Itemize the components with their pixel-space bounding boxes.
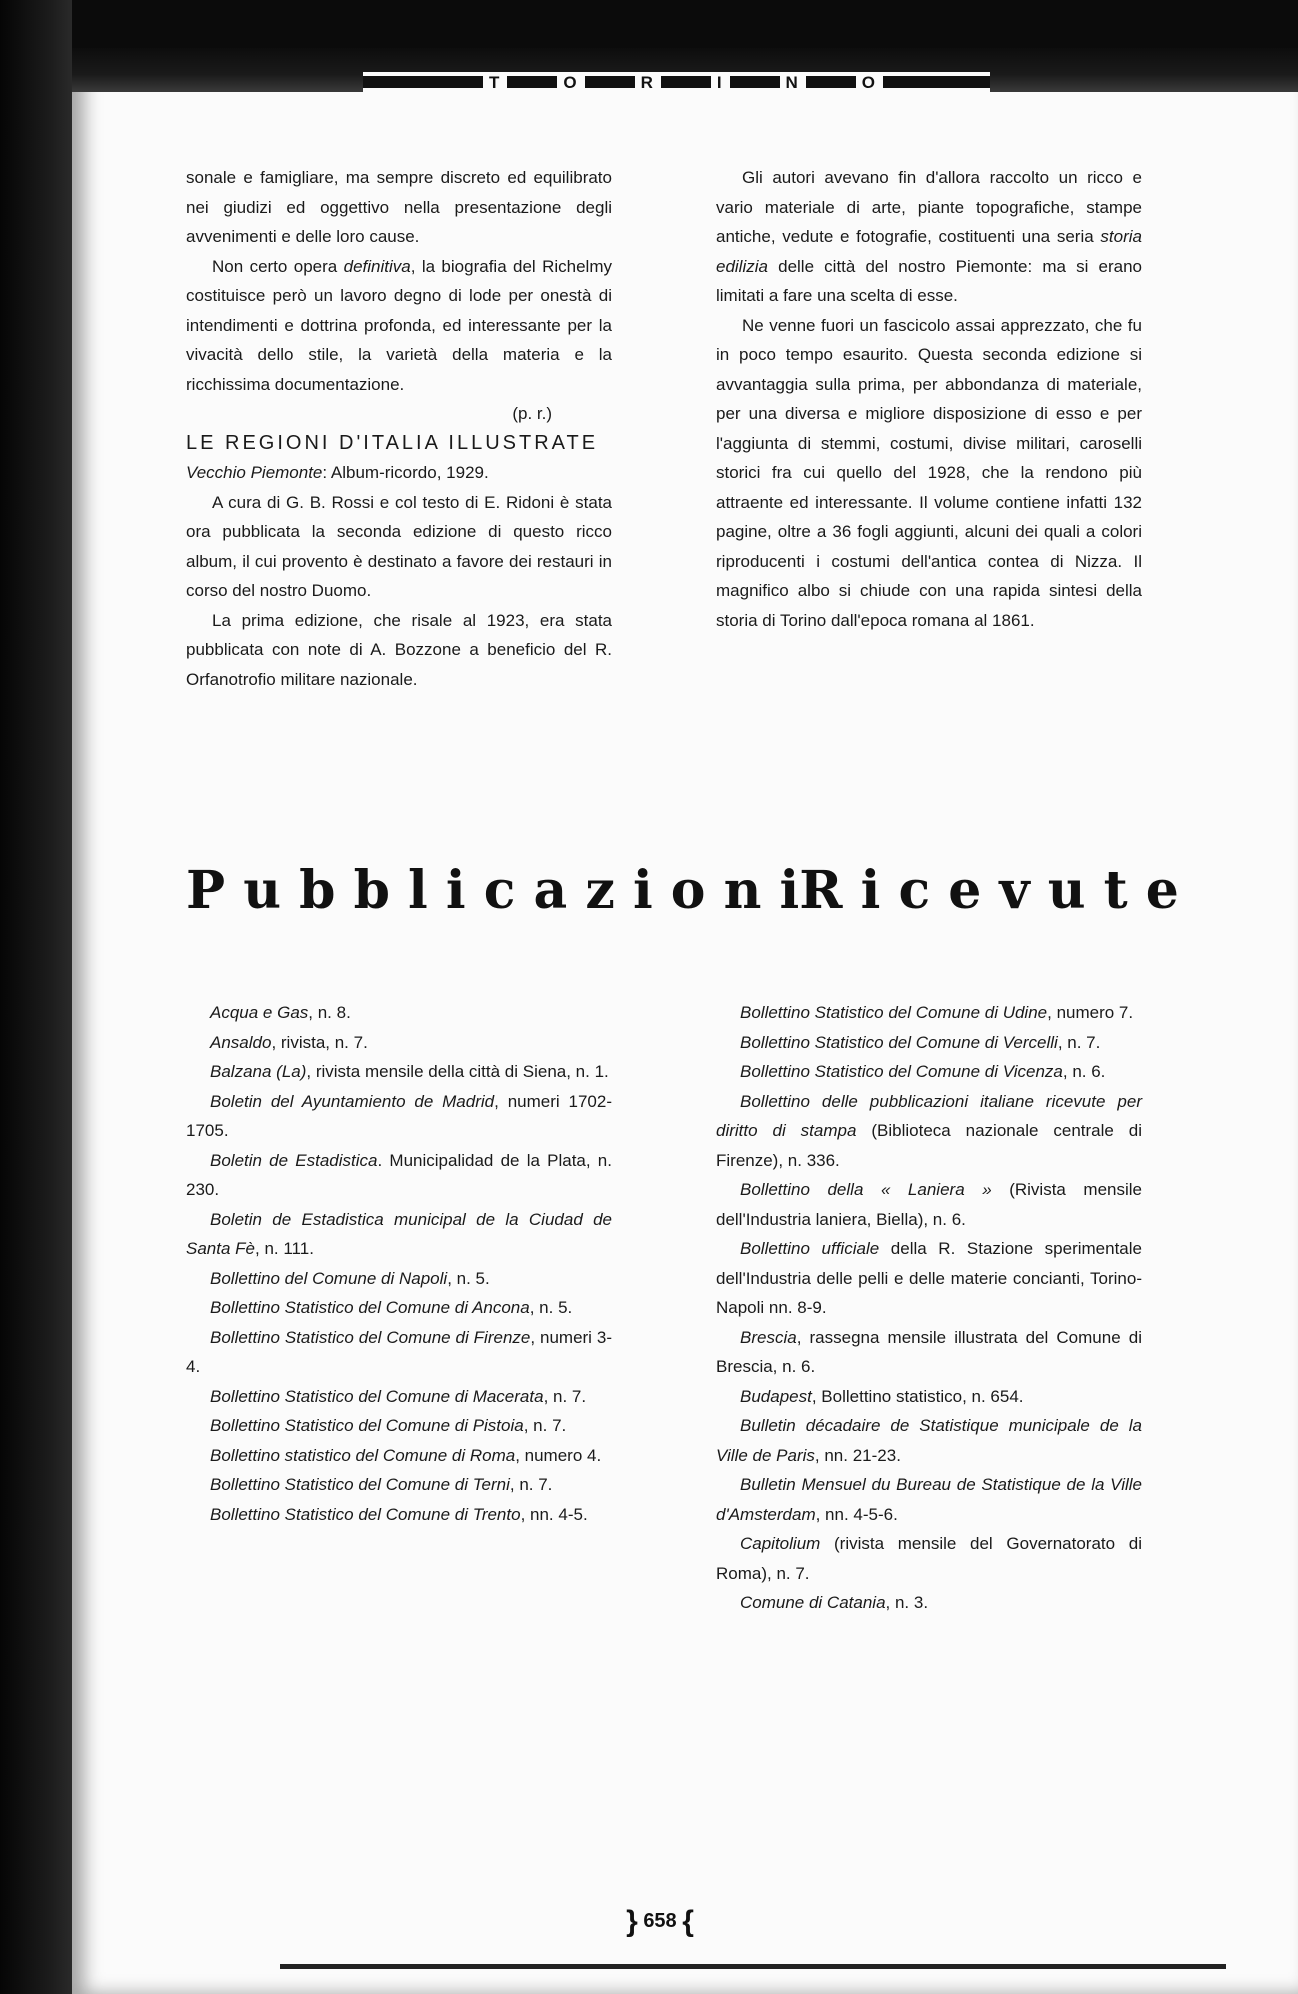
running-header [363, 72, 990, 94]
publication-details: , numero 7. [1047, 1003, 1134, 1022]
publication-entry [186, 1470, 612, 1500]
publication-details: , n. 7. [1057, 1032, 1101, 1052]
paragraph: sonale e famigliare, ma sempre discreto ed equilibrato nei giudizi ed oggettivo nella presentazione degli avvenimenti e delle loro cause. [186, 168, 612, 246]
publication-title: Boletin de Estadistica municipal de la Ciudad de Santa Fè [186, 1209, 612, 1258]
received-list-right [716, 998, 1142, 1618]
running-header-title [483, 72, 883, 94]
paragraph: La prima edizione, che risale al 1923, era stata pubblicata con note di A. Bozzone a beneficio del R. Orfanotrofio militare nazionale. [186, 610, 612, 689]
publication-details: (Rivista mensile dell'Industria laniera, Biella), n. 6. [716, 1180, 1142, 1229]
section-heading: LE REGIONI D'ITALIA ILLUSTRATE [186, 431, 599, 454]
publication-title: Balzana (La) [210, 1062, 307, 1081]
italic-run: storia edilizia [716, 227, 1142, 276]
section-title [186, 860, 1179, 921]
publication-entry [186, 1441, 612, 1471]
paragraph: Ne venne fuori un fascicolo assai apprezzato, che fu in poco tempo esaurito. Questa seconda edizione si avvantaggia sulla prima, per abbondanza di materiale, per una diversa e migliore disposizione di esso e per l'aggiunta di stemmi, costumi, divise militari, caroselli storici fra cui quello del 1928, che la rendono più attraente ed interessante. Il volume contiene infatti 132 pagine, oltre a 36 fogli aggiunti, alcuni dei quali a colori riproducenti i costumi dell'antica contea di Nizza. Il magnifico albo si chiude con una rapida sintesi della storia di Torino dall'epoca romana al 1861. [716, 315, 1142, 630]
publication-entry [186, 1028, 612, 1058]
publication-entry [716, 1529, 1142, 1588]
publication-details: , rivista, n. 7. [271, 1032, 368, 1052]
publication-title: Boletin de Estadistica [210, 1150, 378, 1170]
text-run: delle città del nostro Piemonte: ma si erano limitati a fare una scelta di esse. [716, 256, 1142, 305]
publication-title: Bollettino Statistico del Comune di Trento [210, 1504, 521, 1524]
publication-title: Bollettino ufficiale [740, 1239, 880, 1258]
book-citation [186, 458, 612, 488]
publication-details: , n. 5. [529, 1298, 573, 1317]
publication-entry [186, 1087, 612, 1146]
publication-entry [186, 1411, 612, 1441]
publication-entry [716, 1382, 1142, 1412]
publication-entry [186, 1293, 612, 1323]
paragraph [716, 163, 1142, 311]
publication-entry [716, 1028, 1142, 1058]
publication-title: Bollettino statistico del Comune di Roma [210, 1445, 516, 1465]
publication-details: della R. Stazione sperimentale dell'Industria delle pelli e delle materie concianti, Torino-Napoli nn. 8-9. [716, 1239, 1142, 1317]
author-signature: (p. r.) [512, 404, 552, 423]
publication-entry [716, 1588, 1142, 1618]
publication-details: , rivista mensile della città di Siena, n. 1. [306, 1062, 609, 1081]
paragraph: A cura di G. B. Rossi e col testo di E. Ridoni è stata ora pubblicata la seconda edizione di questo ricco album, il cui provento è destinato a favore dei restauri in corso del nostro Duomo. [186, 492, 612, 600]
bottom-rule [280, 1964, 1226, 1969]
publication-details: , n. 7. [509, 1475, 553, 1494]
publication-details: , nn. 4-5. [520, 1504, 588, 1524]
book-title: Vecchio Piemonte [186, 463, 323, 482]
header-letter: R [635, 72, 661, 94]
publication-title: Bollettino Statistico del Comune di Ancona [210, 1298, 530, 1317]
publication-entry [716, 1087, 1142, 1176]
brace-left-icon: } [626, 1905, 638, 1938]
title-word: P u b b l i c a z i o n i [186, 860, 800, 921]
publication-title: Bulletin Mensuel du Bureau de Statistique de la Ville d'Amsterdam [716, 1475, 1142, 1524]
publication-title: Bollettino delle pubblicazioni italiane ricevute per diritto di stampa [716, 1091, 1142, 1140]
publication-title: Bollettino Statistico del Comune di Vicenza [740, 1062, 1063, 1081]
publication-details: , numeri 3-4. [186, 1327, 612, 1376]
text-run: Gli autori avevano fin d'allora raccolto un ricco e vario materiale di arte, piante topografiche, stampe antiche, vedute e fotografie, costituenti una seria [716, 168, 1142, 246]
column-top-left [186, 163, 612, 694]
brace-right-icon: { [682, 1905, 694, 1938]
publication-title: Boletin del Ayuntamiento de Madrid [210, 1091, 495, 1111]
publication-entry [186, 1057, 612, 1087]
publication-details: , n. 111. [255, 1239, 314, 1258]
header-letter: N [780, 72, 806, 94]
publication-entry [716, 1470, 1142, 1529]
publication-title: Budapest [740, 1386, 812, 1406]
header-letter: O [557, 72, 584, 94]
publication-entry [716, 1411, 1142, 1470]
publication-title: Bollettino della « Laniera » [740, 1180, 992, 1199]
publication-entry [186, 1205, 612, 1264]
publication-details: , nn. 4-5-6. [815, 1504, 898, 1524]
publication-details: (Biblioteca nazionale centrale di Firenze), n. 336. [716, 1121, 1143, 1170]
publication-entry [716, 1057, 1142, 1087]
publication-title: Bulletin décadaire de Statistique municipale de la Ville de Paris [716, 1416, 1142, 1465]
publication-entry [716, 1323, 1142, 1382]
publication-title: Acqua e Gas [210, 1003, 309, 1022]
publication-details: , n. 5. [447, 1268, 490, 1288]
publication-entry [716, 1175, 1142, 1234]
publication-details: , numeri 1702-1705. [186, 1091, 612, 1140]
header-letter: O [856, 72, 883, 94]
publication-title: Brescia [740, 1327, 797, 1347]
publication-title: Bollettino Statistico del Comune di Udine [740, 1003, 1048, 1022]
publication-details: , n. 6. [1062, 1062, 1106, 1081]
publication-details: , nn. 21-23. [814, 1445, 901, 1465]
publication-details: (rivista mensile del Governatorato di Roma), n. 7. [716, 1534, 1142, 1583]
header-letter: I [711, 72, 730, 94]
text-run: , la biografia del Richelmy costituisce però un lavoro degno di lode per onestà di intendimenti e dottrina profonda, ed interessante per la vivacità dello stile, la varietà della materia e la ricchissima documentazione. [186, 256, 612, 394]
received-list-left [186, 998, 612, 1529]
publication-details: . Municipalidad de la Plata, n. 230. [186, 1150, 612, 1199]
publication-details: , Bollettino statistico, n. 654. [811, 1386, 1024, 1406]
paragraph [186, 252, 612, 400]
publication-title: Bollettino Statistico del Comune di Macerata [210, 1386, 544, 1406]
publication-entry [186, 1146, 612, 1205]
publication-entry [186, 1500, 612, 1530]
publication-title: Bollettino Statistico del Comune di Pistoia [210, 1416, 524, 1435]
publication-title: Bollettino Statistico del Comune di Terni [210, 1475, 510, 1494]
text-run: Non certo opera [212, 256, 344, 276]
publication-entry [186, 1382, 612, 1412]
text-run: : Album-ricordo, 1929. [322, 463, 489, 482]
column-top-right [716, 163, 1142, 635]
header-letter: T [483, 72, 507, 94]
publication-details: , n. 7. [543, 1386, 587, 1406]
page-number-text: 658 [643, 1910, 677, 1932]
publication-details: , rassegna mensile illustrata del Comune di Brescia, n. 6. [716, 1327, 1142, 1376]
title-word: R i c e v u t e [799, 860, 1179, 921]
italic-run: definitiva [343, 256, 411, 276]
publication-details: , numero 4. [515, 1445, 602, 1465]
publication-details: , n. 7. [523, 1416, 567, 1435]
publication-details: , n. 3. [885, 1593, 929, 1612]
publication-title: Capitolium [740, 1534, 821, 1553]
publication-title: Bollettino del Comune di Napoli [210, 1268, 448, 1288]
publication-title: Bollettino Statistico del Comune di Firenze [210, 1327, 531, 1347]
publication-entry [716, 998, 1142, 1028]
publication-entry [716, 1234, 1142, 1323]
publication-title: Comune di Catania [740, 1593, 886, 1612]
scan-frame-left [0, 0, 72, 1994]
publication-entry [186, 998, 612, 1028]
publication-title: Ansaldo [210, 1032, 272, 1052]
page-number [560, 1905, 760, 1939]
publication-title: Bollettino Statistico del Comune di Vercelli [740, 1032, 1058, 1052]
publication-entry [186, 1323, 612, 1382]
publication-details: , n. 8. [308, 1003, 351, 1022]
publication-entry [186, 1264, 612, 1294]
